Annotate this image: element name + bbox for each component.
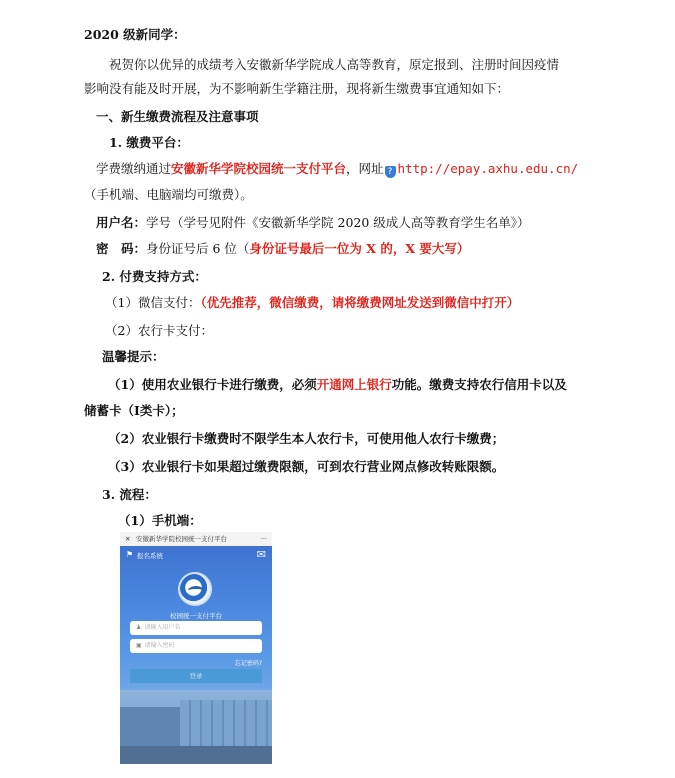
phone-password-field	[130, 639, 262, 653]
school-logo	[178, 572, 212, 606]
tip-1-before: （1）使用农业银行卡进行缴费，必须	[108, 377, 317, 392]
phone-header-label: 报名系统	[137, 552, 163, 560]
close-icon: ✕	[125, 535, 131, 543]
phone-password-placeholder: 请输入密码	[144, 642, 175, 649]
phone-username-placeholder: 请输入用户名	[144, 624, 181, 631]
shield-link-icon: ?	[385, 166, 396, 178]
item-1-title: 1. 缴费平台：	[109, 135, 189, 150]
building-base	[120, 746, 272, 764]
flag-icon: ⚑	[126, 550, 134, 559]
payment-url-link[interactable]: http://epay.axhu.edu.cn/	[397, 161, 579, 176]
platform-text-mid: ，网址	[346, 161, 384, 176]
mail-icon: ✉	[256, 548, 266, 561]
tip-2: （2）农业银行卡缴费时不限学生本人农行卡，可使用他人农行卡缴费；	[108, 431, 505, 446]
wechat-note: （优先推荐，微信缴费，请将缴费网址发送到微信中打开）	[200, 295, 520, 310]
lock-icon: ▣	[136, 642, 142, 649]
user-icon: ♟	[136, 624, 142, 631]
abc-card-label: （2）农行卡支付：	[105, 323, 213, 338]
username-label: 用户名：	[96, 215, 147, 230]
tip-1	[108, 376, 567, 394]
mobile-label: （1）手机端：	[118, 513, 202, 528]
platform-text-before: 学费缴纳通过	[96, 161, 172, 176]
phone-platform-label: 校园统一支付平台	[170, 612, 222, 620]
device-note: （手机端、电脑端均可缴费）。	[84, 187, 253, 202]
phone-forgot-password: 忘记密码?	[234, 660, 262, 667]
phone-login-button: 登录	[130, 669, 262, 683]
phone-title-bar	[120, 532, 272, 546]
tips-title: 温馨提示：	[102, 349, 165, 364]
wechat-line	[105, 294, 519, 312]
intro-line-2: 影响没有能及时开展，为不影响新生学籍注册，现将新生缴费事宜通知如下：	[84, 81, 510, 96]
password-line	[96, 240, 469, 258]
tip-1-line-2: 储蓄卡（Ⅰ类卡）；	[84, 403, 184, 418]
tip-3: （3）农业银行卡如果超过缴费限额，可到农行营业网点修改转账限额。	[108, 459, 505, 474]
intro-line-1: 祝贺你以优异的成绩考入安徽新华学院成人高等教育，原定报到、注册时间因疫情	[109, 57, 560, 72]
wechat-label: （1）微信支付：	[105, 295, 201, 310]
phone-username-field	[130, 621, 262, 635]
platform-name: 安徽新华学院校园统一支付平台	[171, 161, 347, 176]
tip-1-red: 开通网上银行	[316, 377, 392, 392]
platform-line	[96, 160, 578, 178]
phone-window-title: 安徽新华学院校园统一支付平台	[136, 535, 227, 543]
phone-screenshot	[120, 532, 272, 764]
username-line	[96, 214, 530, 232]
item-3-title: 3. 流程：	[102, 487, 157, 502]
password-label: 密 码：	[96, 241, 147, 256]
greeting: 2020 级新同学：	[84, 27, 186, 42]
password-text: 身份证号后 6 位（	[146, 241, 250, 256]
item-2-title: 2. 付费支持方式：	[102, 269, 207, 284]
password-note: 身份证号最后一位为 X 的，X 要大写）	[249, 241, 470, 256]
more-icon: ···	[260, 535, 267, 543]
section-1-title: 一、新生缴费流程及注意事项	[96, 109, 259, 124]
tip-1-after: 功能。缴费支持农行信用卡以及	[391, 377, 567, 392]
username-text: 学号（学号见附件《安徽新华学院 2020 级成人高等教育学生名单》）	[146, 215, 530, 230]
phone-header	[120, 546, 272, 564]
